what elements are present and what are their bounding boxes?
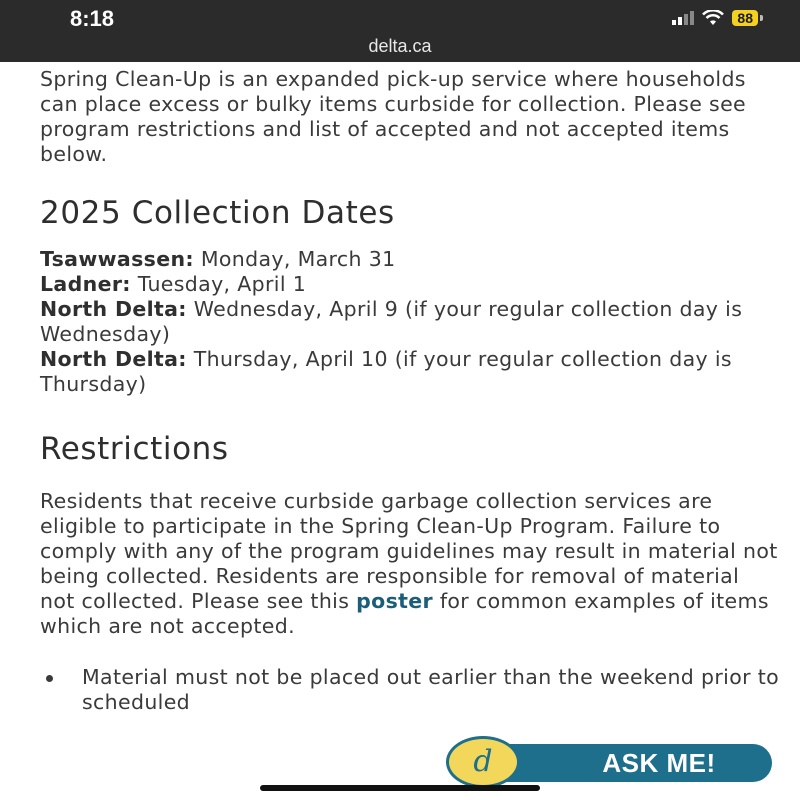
date-item-ladner xyxy=(40,272,780,297)
cellular-signal-icon xyxy=(672,11,694,25)
date-value: Monday, March 31 xyxy=(193,247,396,271)
area-label: North Delta: xyxy=(40,347,187,371)
ask-me-label[interactable]: ASK ME! xyxy=(476,744,772,782)
delta-logo-icon[interactable]: d xyxy=(446,736,520,788)
collection-dates-list xyxy=(40,247,780,397)
restrictions-text-end: for common examples of items which are not accepted. xyxy=(40,589,769,638)
page-content xyxy=(40,62,780,715)
area-label: Ladner: xyxy=(40,272,131,296)
restrictions-heading: Restrictions xyxy=(40,431,229,467)
area-label: Tsawwassen: xyxy=(40,247,194,271)
date-item-north-delta-wednesday xyxy=(40,297,780,347)
address-bar-url[interactable]: delta.ca xyxy=(368,36,432,56)
ask-me-chat-button[interactable] xyxy=(446,740,776,786)
status-time: 8:18 xyxy=(70,6,115,31)
intro-paragraph: Spring Clean-Up is an expanded pick-up service where households can place excess or bulky items curbside for collection. Please see program restrictions and list of accepted and not accepted items below. xyxy=(40,67,746,166)
wifi-icon xyxy=(702,10,724,26)
list-item: Material must not be placed out earlier than the weekend prior to scheduled xyxy=(40,665,780,715)
status-icons xyxy=(672,10,758,26)
restrictions-list xyxy=(40,665,780,715)
home-indicator xyxy=(260,785,540,791)
poster-link[interactable]: poster xyxy=(356,589,433,613)
restrictions-paragraph xyxy=(40,489,780,639)
date-item-north-delta-thursday xyxy=(40,347,780,397)
date-value: Wednesday, April 9 (if your regular collection day is Wednesday) xyxy=(40,297,743,346)
area-label: North Delta: xyxy=(40,297,187,321)
collection-dates-heading: 2025 Collection Dates xyxy=(40,195,395,231)
date-item-tsawwassen xyxy=(40,247,780,272)
battery-icon: 88 xyxy=(732,10,758,26)
date-value: Thursday, April 10 (if your regular collection day is Thursday) xyxy=(40,347,732,396)
restrictions-text: Residents that receive curbside garbage collection services are eligible to participate in the Spring Clean-Up Program. Failure to comply with any of the program guidelines may result in material not being collected. Residents are responsible for removal of material not collected. Please see this xyxy=(40,489,778,613)
browser-status-bar xyxy=(0,0,800,62)
date-value: Tuesday, April 1 xyxy=(130,272,307,296)
